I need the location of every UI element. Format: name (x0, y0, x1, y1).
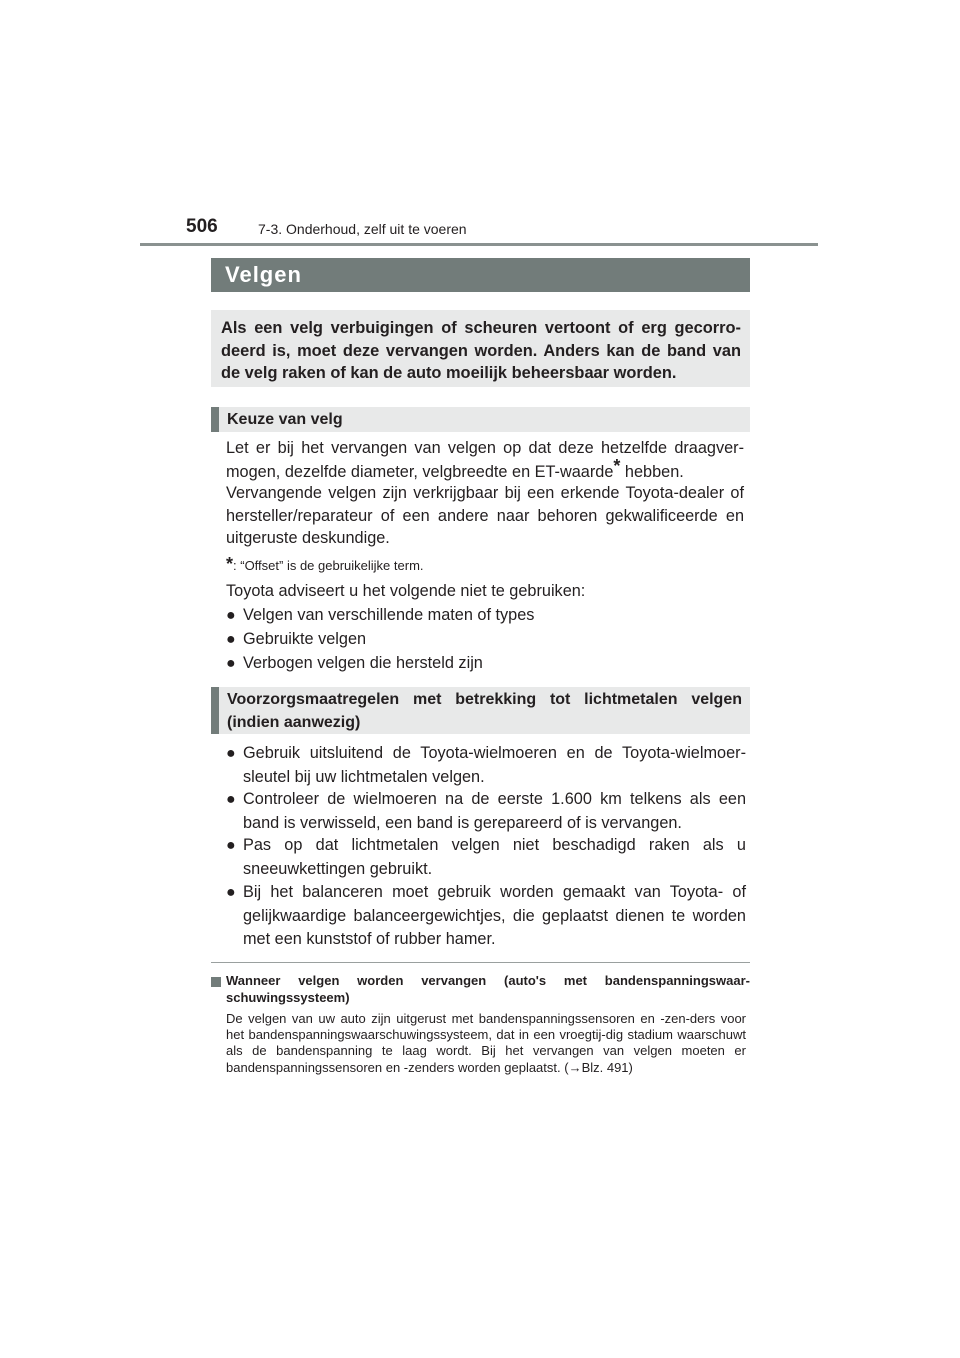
note-body: De velgen van uw auto zijn uitgerust met bandenspanningssensoren en -zen-ders voor het bandenspanningswaarschuwingssysteem, dat in een vroegtij-dig stadium waarschuwt als de bandenspanning te laag wordt. Bij het vervangen van velgen moeten er bandenspanningssensoren en -zenders worden geplaatst. (→Blz. 491) (226, 1011, 746, 1075)
list-item: ● Verbogen velgen die hersteld zijn (226, 652, 746, 676)
subheading-label: Voorzorgsmaatregelen met betrekking tot lichtmetalen velgen (indien aanwezig) (227, 691, 742, 731)
list-item: ● Bij het balanceren moet gebruik worden gemaakt van Toyota- of gelijkwaardige balanceergewichtjes, die geplaatst dienen te worden met een kunststof of rubber hamer. (226, 883, 746, 948)
header-divider (140, 243, 818, 246)
bullet-icon: ● (226, 837, 236, 854)
bullet-icon: ● (226, 607, 236, 624)
list-item: ● Velgen van verschillende maten of types (226, 604, 746, 628)
intro-box (211, 310, 750, 387)
subheading-label: Keuze van velg (227, 411, 343, 428)
subheading-keuze (211, 407, 750, 432)
footnote-star: * (226, 554, 234, 574)
bullet-icon: ● (226, 884, 236, 901)
bullet-icon: ● (226, 655, 236, 672)
note-heading: Wanneer velgen worden vervangen (auto's met bandenspanningswaar-schuwingssysteem) (226, 973, 750, 1005)
chapter-title: 7-3. Onderhoud, zelf uit te voeren (258, 221, 467, 237)
intro-text: Als een velg verbuigingen of scheuren vertoont of erg gecorro-deerd is, moet deze vervangen worden. Anders kan de band van de velg raken of kan de auto moeilijk beheersbaar worden. (221, 319, 741, 382)
list-item: ● Pas op dat lichtmetalen velgen niet beschadigd raken als u sneeuwkettingen gebruikt. (226, 836, 746, 878)
subheading-voorzorg (211, 687, 750, 734)
page-number: 506 (186, 216, 218, 237)
list-item: ● Controleer de wielmoeren na de eerste 1.600 km telkens als een band is verwisseld, een band is gerepareerd of is vervangen. (226, 790, 746, 832)
footnote: *: “Offset” is de gebruikelijke term. (226, 554, 424, 574)
list-item: ● Gebruikte velgen (226, 628, 746, 652)
list-item: ● Gebruik uitsluitend de Toyota-wielmoeren en de Toyota-wielmoer-sleutel bij uw lichtmetalen velgen. (226, 744, 746, 786)
bullet-icon: ● (226, 791, 236, 808)
paragraph-availability: Vervangende velgen zijn verkrijgbaar bij een erkende Toyota-dealer of hersteller/reparateur of een andere naar behoren gekwalificeerde en uitgeruste deskundige. (226, 484, 744, 547)
advice-text: Toyota adviseert u het volgende niet te gebruiken: (226, 582, 586, 600)
subheading-accent (211, 687, 219, 734)
page-title: Velgen (225, 262, 302, 287)
subheading-accent (211, 407, 219, 432)
bullet-icon: ● (226, 631, 236, 648)
square-marker-icon (211, 977, 221, 987)
footnote-star: * (613, 455, 621, 476)
section-divider (211, 962, 750, 963)
paragraph-load-capacity: Let er bij het vervangen van velgen op dat deze hetzelfde draagver-mogen, dezelfde diameter, velgbreedte en ET-waarde* hebben. (226, 439, 744, 481)
title-bar (211, 258, 750, 292)
bullet-icon: ● (226, 745, 236, 762)
